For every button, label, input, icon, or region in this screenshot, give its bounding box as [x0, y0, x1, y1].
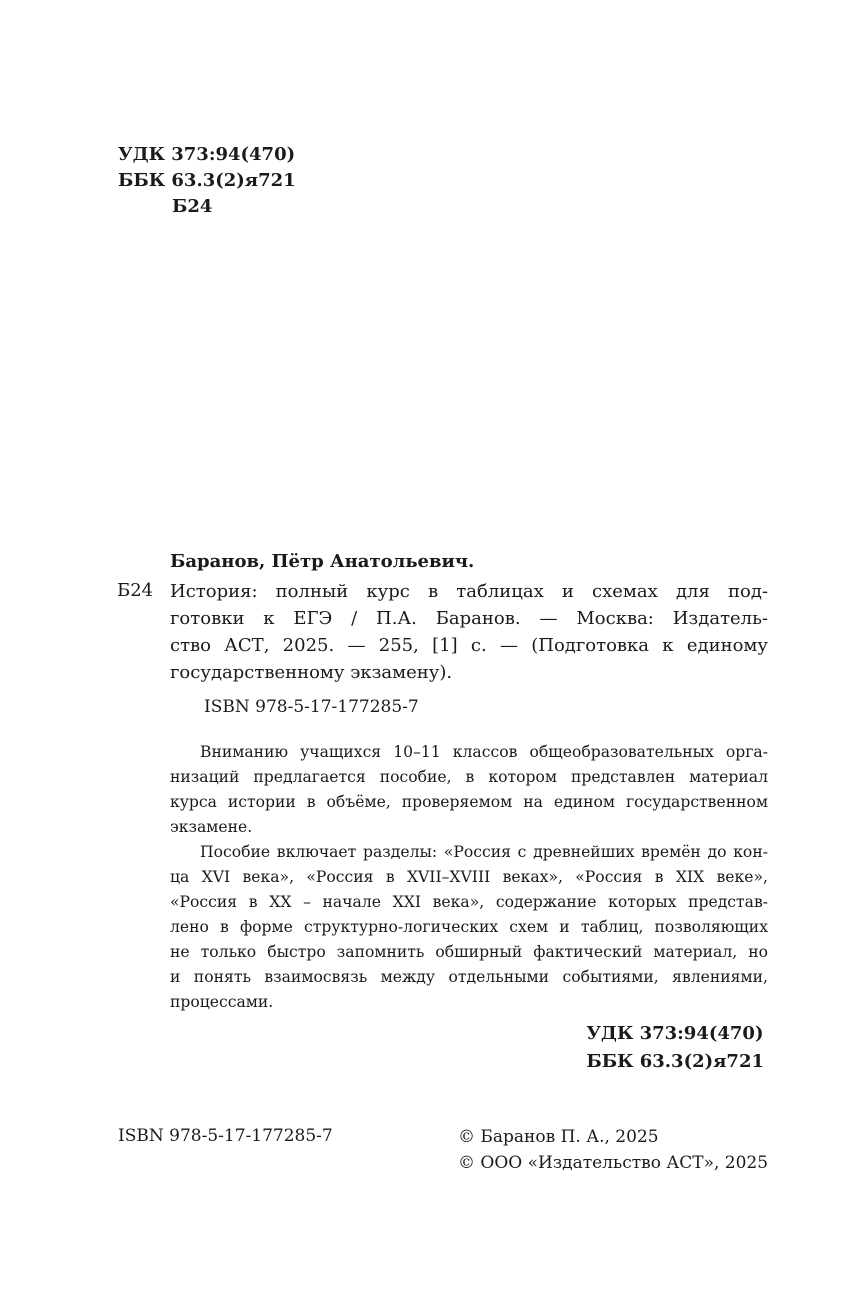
- annotation-line: экзамене.: [170, 818, 253, 836]
- udk-code: УДК 373:94(470): [118, 144, 296, 165]
- annotation-line: не только быстро запомнить обширный фактический материал, но: [170, 943, 768, 961]
- copyright-publisher: © ООО «Издательство АСТ», 2025: [458, 1153, 769, 1173]
- copyright-author: © Баранов П. А., 2025: [458, 1127, 659, 1147]
- annotation: [170, 740, 768, 1015]
- title-line: государственному экзамену).: [170, 662, 453, 683]
- annotation-line: лено в форме структурно-логических схем и таблиц, позволяющих: [170, 918, 768, 936]
- annotation-line: и понять взаимосвязь между отдельными событиями, явлениями,: [170, 968, 768, 986]
- author-name: Баранов, Пётр Анатольевич.: [170, 551, 475, 572]
- annotation-line: процессами.: [170, 993, 274, 1011]
- title-line: готовки к ЕГЭ / П.А. Баранов. — Москва: Издатель-: [170, 608, 768, 629]
- bibliographic-description: [170, 578, 768, 686]
- annotation-line: курса истории в объёме, проверяемом на едином государственном: [170, 793, 768, 811]
- title-line: ство АСТ, 2025. — 255, [1] с. — (Подготовка к единому: [170, 635, 768, 656]
- biblio-author-mark: Б24: [117, 580, 154, 601]
- annotation-line: Вниманию учащихся 10–11 классов общеобразовательных орга-: [200, 743, 768, 761]
- footer-isbn: ISBN 978-5-17-177285-7: [118, 1126, 333, 1146]
- author-mark: Б24: [172, 196, 213, 217]
- isbn-record: ISBN 978-5-17-177285-7: [204, 697, 419, 717]
- annotation-line: ца XVI века», «Россия в XVII–XVIII веках», «Россия в XIX веке»,: [170, 868, 768, 886]
- copyright-block: [458, 1124, 768, 1176]
- annotation-line: низаций предлагается пособие, в котором представлен материал: [170, 768, 768, 786]
- annotation-line: «Россия в XX – начале XXI века», содержание которых представ-: [170, 893, 768, 911]
- title-line: История: полный курс в таблицах и схемах для под-: [170, 581, 768, 602]
- footer-udk-code: УДК 373:94(470): [586, 1023, 764, 1044]
- footer-classification-codes: [586, 1020, 764, 1076]
- bbk-code: ББК 63.3(2)я721: [118, 170, 296, 191]
- annotation-line: Пособие включает разделы: «Россия с древнейших времён до кон-: [200, 843, 768, 861]
- footer-bbk-code: ББК 63.3(2)я721: [586, 1051, 764, 1072]
- classification-codes: [118, 142, 296, 220]
